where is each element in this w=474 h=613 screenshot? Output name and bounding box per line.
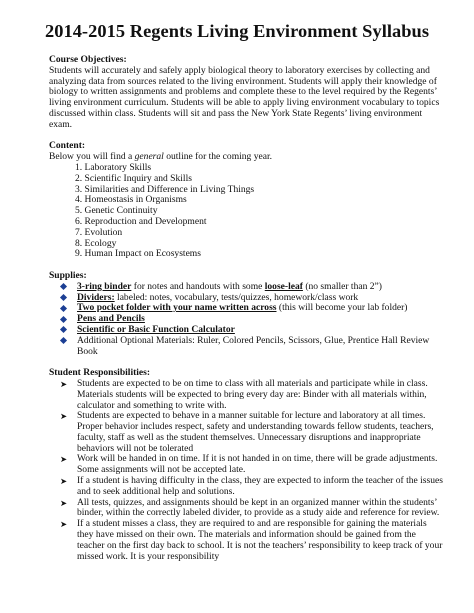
list-item: 4. Homeostasis in Organisms bbox=[75, 194, 187, 206]
diamond-bullet-icon bbox=[60, 283, 67, 290]
diamond-bullet-icon bbox=[60, 316, 67, 323]
list-item: ➤ If a student misses a class, they are required to and are responsible for gaining the materials they have missed on their own. The materials and information should be gained from the teacher on the first day back to school. It is not the teachers’ responsibility to keep track of your missed work. It is your responsibility bbox=[60, 518, 443, 562]
list-item: ➤ Work will be handed in on time. If it is not handed in on time, there will be grade adjustments. Some assignments will not be accepted late. bbox=[60, 453, 438, 476]
supplies-list bbox=[49, 282, 444, 358]
list-item: Additional Optional Materials: Ruler, Colored Pencils, Scissors, Glue, Prentice Hall Review Book bbox=[49, 336, 444, 358]
document-body bbox=[49, 55, 444, 562]
list-item: 1. Laboratory Skills bbox=[75, 161, 152, 173]
list-item: ➤ All tests, quizzes, and assignments should be kept in an organized manner within the students’ binder, within the correctly labeled divider, to provide as a study aide and reference for review. bbox=[60, 496, 440, 519]
content-heading: Content: bbox=[49, 140, 86, 152]
arrow-bullet-icon: ➤ bbox=[60, 454, 68, 465]
responsibilities-heading: Student Responsibilities: bbox=[49, 367, 151, 379]
list-item: 7. Evolution bbox=[75, 226, 123, 238]
diamond-bullet-icon bbox=[60, 337, 67, 344]
arrow-bullet-icon: ➤ bbox=[60, 411, 68, 422]
list-item: Dividers: labeled: notes, vocabulary, tests/quizzes, homework/class work bbox=[49, 293, 444, 304]
diamond-bullet-icon bbox=[60, 326, 67, 333]
content-outline-list bbox=[49, 163, 444, 260]
objectives-heading: Course Objectives: bbox=[49, 54, 127, 65]
arrow-bullet-icon: ➤ bbox=[60, 378, 68, 389]
responsibilities-list bbox=[49, 379, 444, 563]
page-title: 2014-2015 Regents Living Environment Syllabus bbox=[44, 21, 430, 41]
diamond-bullet-icon bbox=[60, 294, 67, 301]
list-item: 3-ring binder for notes and handouts with some loose-leaf (no smaller than 2”) bbox=[49, 282, 444, 293]
list-item: 5. Genetic Continuity bbox=[75, 205, 158, 217]
list-item: 9. Human Impact on Ecosystems bbox=[75, 248, 201, 260]
arrow-bullet-icon: ➤ bbox=[60, 519, 68, 530]
supplies-heading: Supplies: bbox=[49, 269, 87, 281]
list-item: ➤ Students are expected to be on time to class with all materials and participate while in class. Materials students will be expected to bring every day are: Binder with all materials within, calculator and something to write with. bbox=[60, 377, 428, 411]
arrow-bullet-icon: ➤ bbox=[60, 497, 68, 508]
list-item: Scientific or Basic Function Calculator bbox=[49, 325, 444, 336]
list-item: Pens and Pencils bbox=[49, 314, 444, 325]
list-item: ➤ Students are expected to behave in a manner suitable for lecture and laboratory at all times. Proper behavior includes respect, safety and understanding towards fellow students, teachers, faculty, staff as well as the student themselves. Unnecessary disruptions and inappropriate behaviors will not be tolerated bbox=[60, 410, 434, 454]
list-item: 6. Reproduction and Development bbox=[75, 215, 207, 227]
list-item: 2. Scientific Inquiry and Skills bbox=[75, 172, 192, 184]
objectives-text: Students will accurately and safely apply biological theory to laboratory exercises by collecting and analyzing data from sources related to the living environment. Students will apply their knowledge of biology to written assignments and problems and complete these to the level required by the Regents’ living environment curriculum. Students will be able to apply living environment vocabulary to topics discussed within class. Students will sit and pass the New York State Regents’ living environment exam. bbox=[49, 64, 440, 130]
list-item: ➤ If a student is having difficulty in the class, they are expected to inform the teacher of the issues and to seek additional help and solutions. bbox=[60, 475, 443, 497]
content-intro: Below you will find a general outline for the coming year. bbox=[49, 151, 272, 163]
list-item: 3. Similarities and Difference in Living Things bbox=[75, 183, 255, 195]
list-item: 8. Ecology bbox=[75, 237, 117, 249]
list-item: Two pocket folder with your name written across (this will become your lab folder) bbox=[49, 303, 444, 314]
arrow-bullet-icon: ➤ bbox=[60, 476, 68, 487]
diamond-bullet-icon bbox=[60, 305, 67, 312]
